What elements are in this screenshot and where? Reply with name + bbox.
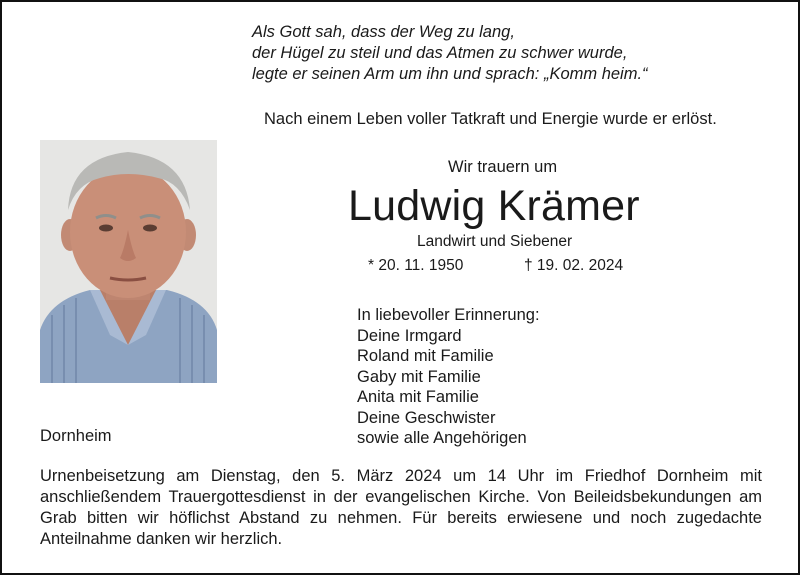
memory-block	[357, 305, 540, 449]
mourner-name: Deine Irmgard	[357, 326, 462, 345]
mourner-name: sowie alle Angehörigen	[357, 429, 527, 447]
portrait-photo	[40, 140, 217, 383]
poem-line: Als Gott sah, dass der Weg zu lang,	[252, 23, 515, 41]
mourn-text: Wir trauern um	[448, 158, 558, 176]
mourner-name: Gaby mit Familie	[357, 367, 481, 386]
memory-heading: In liebevoller Erinnerung:	[357, 306, 540, 324]
funeral-notice: Urnenbeisetzung am Dienstag, den 5. März 2024 um 14 Uhr im Friedhof Dornheim mit anschließendem Trauergottesdienst in der evangelischen Kirche. Von Beileidsbekundungen am Grab bitten wir höflichst Abstand zu nehmen. Für bereits erwiesene und noch zugedachte Anteilnahme danken wir herzlich.	[40, 467, 762, 548]
poem	[252, 22, 648, 85]
intro-text: Nach einem Leben voller Tatkraft und Energie wurde er erlöst.	[264, 110, 717, 128]
mourner-name: Deine Geschwister	[357, 408, 496, 427]
birth-date: * 20. 11. 1950	[368, 257, 464, 274]
place-name: Dornheim	[40, 427, 112, 445]
mourner-name: Roland mit Familie	[357, 347, 494, 365]
death-date: † 19. 02. 2024	[524, 257, 624, 274]
poem-line: der Hügel zu steil und das Atmen zu schwer wurde,	[252, 44, 628, 62]
poem-line: legte er seinen Arm um ihn und sprach: „Komm heim.“	[252, 65, 648, 83]
deceased-occupation: Landwirt und Siebener	[417, 233, 573, 250]
deceased-name: Ludwig Krämer	[348, 182, 640, 230]
mourner-name: Anita mit Familie	[357, 388, 479, 406]
